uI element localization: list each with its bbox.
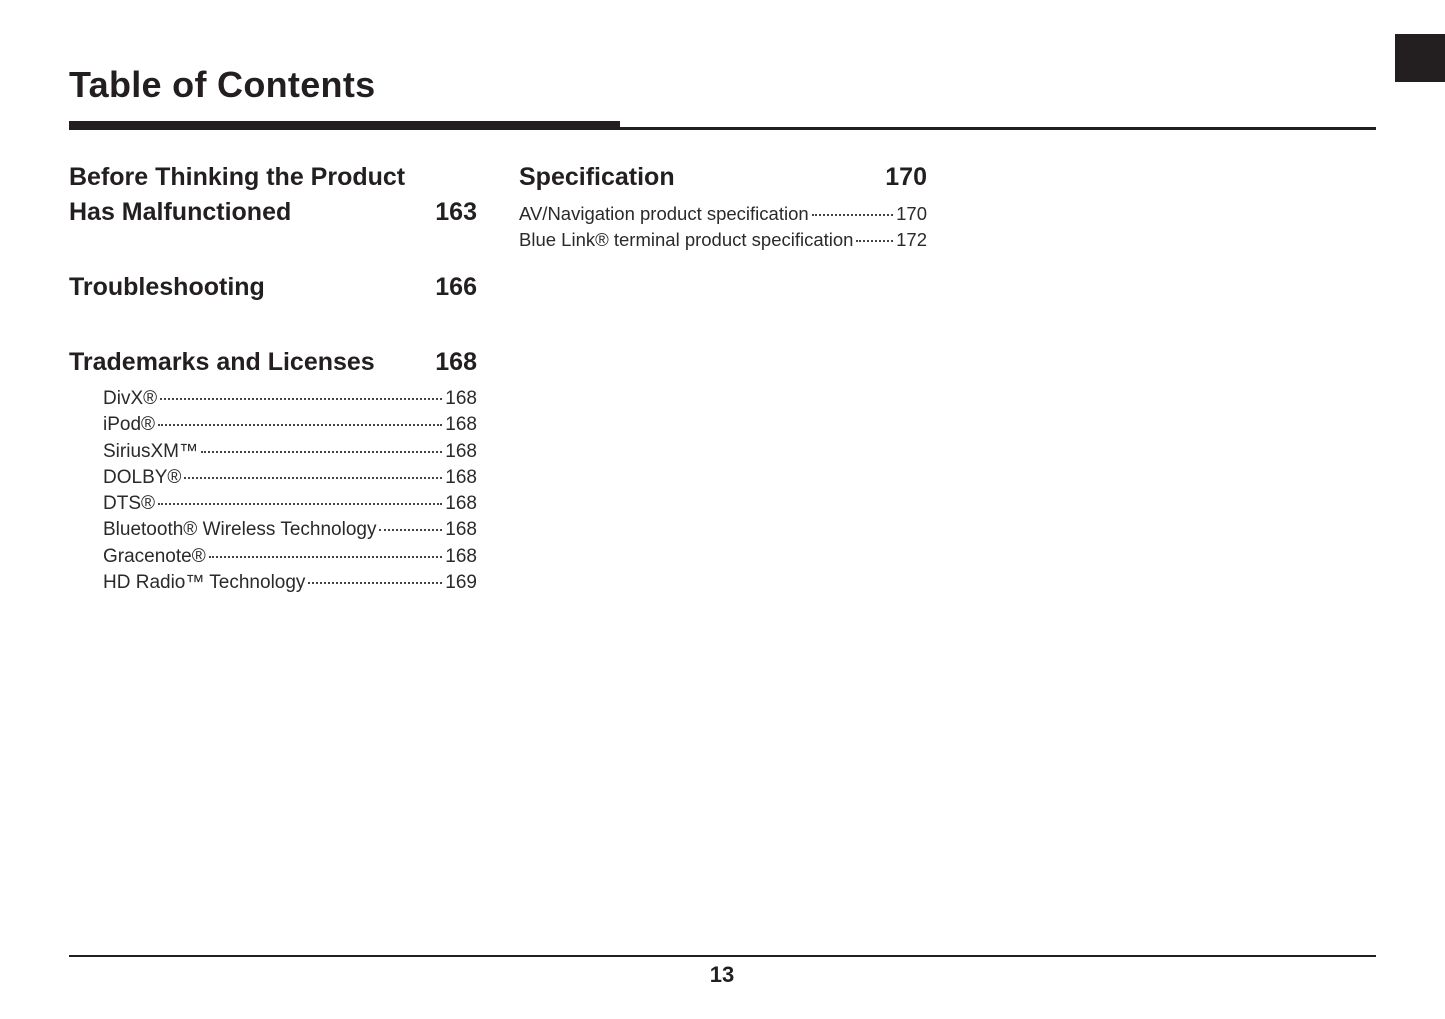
toc-entry-page: 168	[445, 519, 477, 541]
toc-section-trademarks[interactable]	[69, 345, 477, 596]
toc-entry-label: Bluetooth® Wireless Technology	[103, 519, 377, 541]
toc-entry[interactable]	[519, 227, 927, 253]
toc-section-page: 166	[435, 273, 477, 301]
toc-entry[interactable]	[103, 544, 477, 570]
toc-entry-page: 168	[445, 466, 477, 488]
toc-entry[interactable]	[103, 439, 477, 465]
toc-entry-label: HD Radio™ Technology	[103, 572, 306, 594]
toc-entry[interactable]	[103, 412, 477, 438]
toc-entry-label: iPod®	[103, 414, 156, 436]
footer-rule	[69, 955, 1376, 957]
toc-entry-label: DivX®	[103, 388, 158, 409]
toc-entry[interactable]	[103, 465, 477, 491]
toc-section-heading	[519, 160, 927, 195]
toc-entry-list	[69, 386, 477, 596]
dot-leader	[184, 477, 442, 479]
toc-entry-label: DOLBY®	[103, 466, 182, 488]
toc-section-troubleshooting[interactable]	[69, 270, 477, 305]
toc-entry-list	[519, 201, 927, 254]
chapter-tab-marker	[1395, 34, 1445, 82]
toc-section-page: 170	[885, 163, 927, 191]
dot-leader	[158, 424, 442, 426]
toc-column-left	[69, 160, 477, 636]
toc-entry-page: 168	[445, 440, 477, 462]
toc-section-title: Trademarks and Licenses	[69, 348, 375, 376]
toc-entry-label: AV/Navigation product specification	[519, 203, 809, 224]
toc-section-title: Before Thinking the Product Has Malfunctioned	[69, 163, 406, 226]
title-rule-thick	[69, 121, 620, 130]
toc-entry[interactable]	[103, 570, 477, 596]
page-title: Table of Contents	[69, 64, 376, 105]
toc-entry-label: SiriusXM™	[103, 440, 199, 462]
dot-leader	[209, 556, 443, 558]
dot-leader	[158, 503, 442, 505]
page-number: 13	[709, 962, 735, 987]
dot-leader	[160, 398, 442, 400]
toc-entry-page: 170	[896, 203, 927, 224]
toc-entry[interactable]	[103, 386, 477, 412]
toc-entry-page: 168	[445, 414, 477, 436]
toc-section-page: 168	[435, 348, 477, 376]
toc-section-title: Specification	[519, 163, 675, 191]
dot-leader	[856, 240, 893, 242]
toc-section-heading	[69, 160, 477, 230]
toc-entry[interactable]	[519, 201, 927, 227]
toc-entry-label: DTS®	[103, 493, 155, 515]
toc-entry-page: 168	[445, 545, 477, 567]
dot-leader	[379, 529, 442, 531]
title-rule-thin	[620, 127, 1376, 130]
toc-section-heading	[69, 345, 477, 380]
dot-leader	[812, 214, 893, 216]
toc-section-specification[interactable]	[519, 160, 927, 254]
toc-entry-page: 172	[896, 229, 927, 251]
dot-leader	[308, 582, 442, 584]
toc-entry-page: 168	[445, 388, 477, 409]
dot-leader	[201, 451, 442, 453]
toc-section-heading	[69, 270, 477, 305]
toc-entry[interactable]	[103, 491, 477, 517]
toc-entry[interactable]	[103, 517, 477, 543]
toc-entry-page: 168	[445, 493, 477, 515]
toc-entry-label: Gracenote®	[103, 545, 206, 567]
toc-column-middle	[519, 160, 927, 294]
toc-section-page: 163	[435, 198, 477, 226]
toc-section-before-thinking[interactable]	[69, 160, 477, 230]
toc-entry-label: Blue Link® terminal product specification	[519, 229, 854, 251]
toc-section-title: Troubleshooting	[69, 273, 265, 301]
toc-entry-page: 169	[445, 572, 477, 594]
